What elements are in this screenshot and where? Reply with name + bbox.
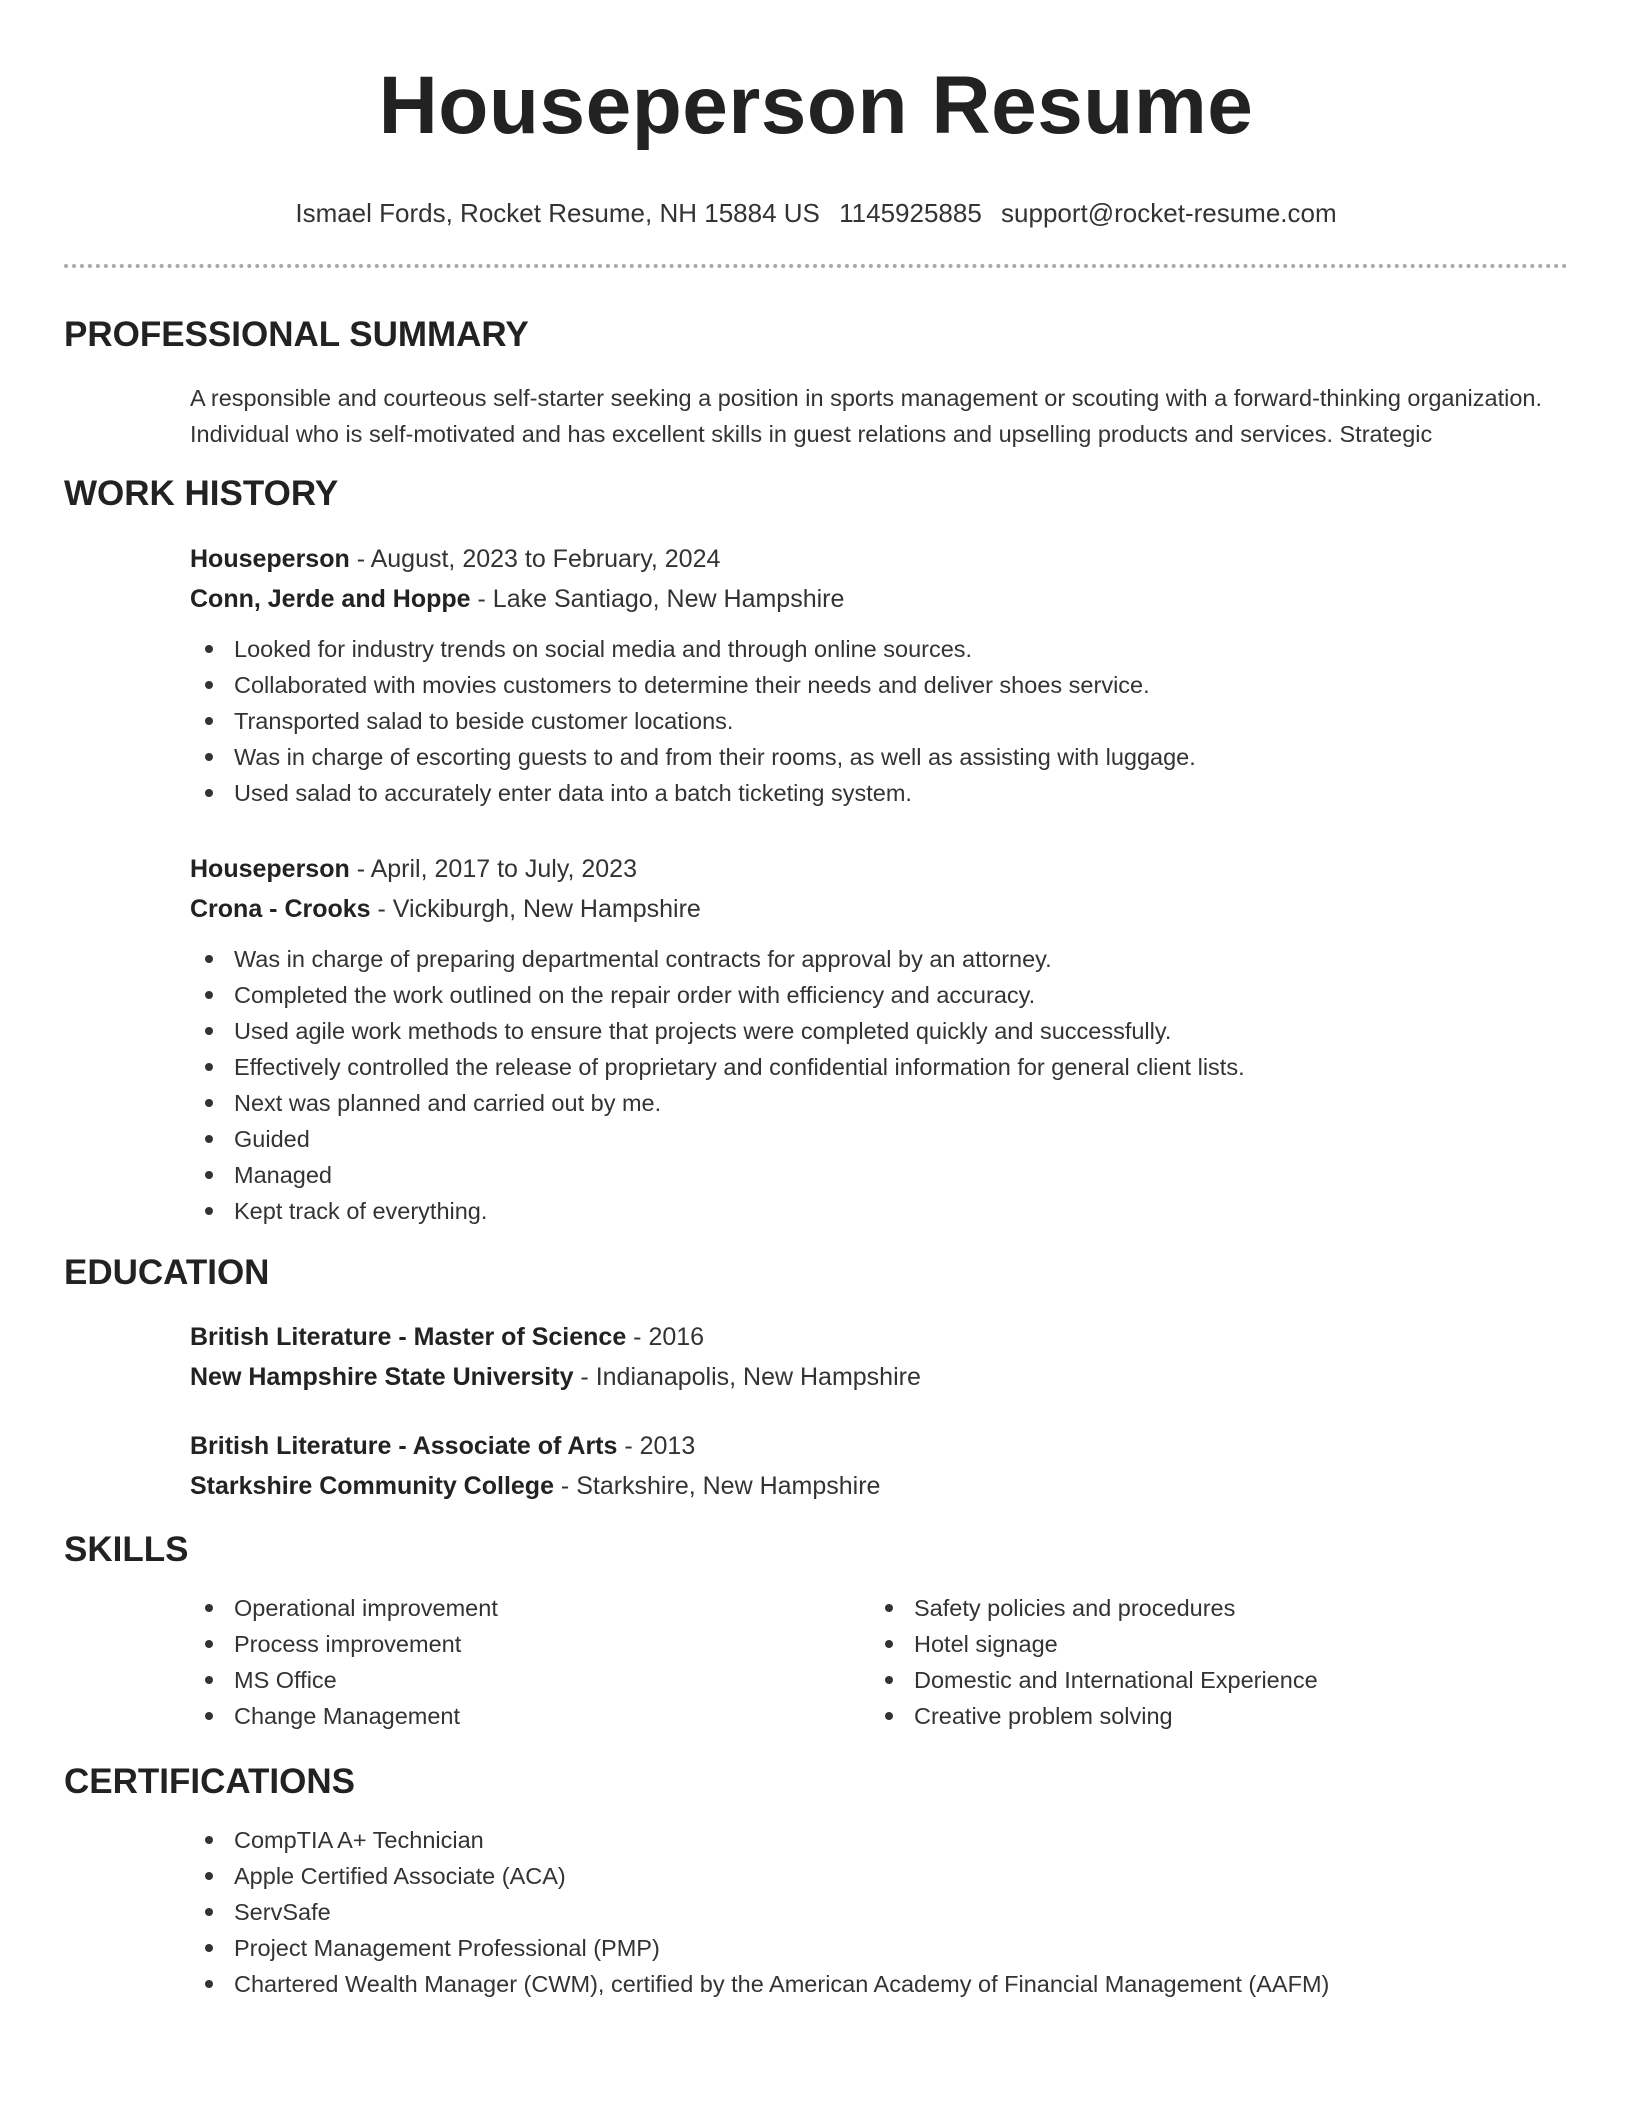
list-item: Looked for industry trends on social media and through online sources. [190,631,1568,667]
list-item: Process improvement [190,1626,870,1662]
job-bullets [190,941,1568,1229]
list-item: CompTIA A+ Technician [190,1822,1568,1858]
job-title-line [190,539,1568,579]
job-company-line [190,889,1568,929]
education-degree-line [190,1426,1568,1466]
list-item: Kept track of everything. [190,1193,1568,1229]
contact-line [64,196,1568,230]
list-item: Next was planned and carried out by me. [190,1085,1568,1121]
job-title-line [190,849,1568,889]
job-title: Houseperson [190,545,350,573]
list-item: Completed the work outlined on the repair order with efficiency and accuracy. [190,977,1568,1013]
education-school: Starkshire Community College [190,1472,554,1500]
header-divider [64,264,1568,268]
list-item: Transported salad to beside customer locations. [190,703,1568,739]
job-company: Conn, Jerde and Hoppe [190,585,471,613]
skills-column-right [870,1590,1550,1734]
education-school-line [190,1357,1568,1397]
education-school-line [190,1466,1568,1506]
summary-heading: PROFESSIONAL SUMMARY [64,315,529,354]
education-year: - 2013 [617,1432,696,1460]
education-degree-line [190,1317,1568,1357]
job-location: - Vickiburgh, New Hampshire [370,895,701,923]
education-heading: EDUCATION [64,1253,270,1292]
list-item: Safety policies and procedures [870,1590,1550,1626]
list-item: Effectively controlled the release of proprietary and confidential information for general client lists. [190,1049,1568,1085]
education-location: - Indianapolis, New Hampshire [573,1363,921,1391]
work-history-heading: WORK HISTORY [64,474,339,513]
job-entry [64,539,1568,811]
list-item: Domestic and International Experience [870,1662,1550,1698]
list-item: Apple Certified Associate (ACA) [190,1858,1568,1894]
education-entry [64,1317,1568,1397]
contact-address: Ismael Fords, Rocket Resume, NH 15884 US [295,198,820,228]
job-bullets [190,631,1568,811]
contact-email: support@rocket-resume.com [1001,198,1337,228]
list-item: Change Management [190,1698,870,1734]
education-entry [64,1426,1568,1506]
certifications-list [64,1822,1568,2002]
job-title: Houseperson [190,855,350,883]
job-company-line [190,579,1568,619]
skills-column-left [190,1590,870,1734]
list-item: Chartered Wealth Manager (CWM), certified by the American Academy of Financial Management (AAFM) [190,1966,1568,2002]
job-dates: - April, 2017 to July, 2023 [349,855,637,883]
summary-text: A responsible and courteous self-starter seeking a position in sports management or scouting with a forward-thinking organization. Individual who is self-motivated and has excellent skills in guest relations and upselling products and services. Strategic [190,385,1542,447]
contact-phone: 1145925885 [839,198,982,228]
list-item: Was in charge of escorting guests to and from their rooms, as well as assisting with luggage. [190,739,1568,775]
list-item: Project Management Professional (PMP) [190,1930,1568,1966]
job-entry [64,849,1568,1229]
list-item: Was in charge of preparing departmental contracts for approval by an attorney. [190,941,1568,977]
job-location: - Lake Santiago, New Hampshire [470,585,845,613]
list-item: Creative problem solving [870,1698,1550,1734]
list-item: Operational improvement [190,1590,870,1626]
list-item: MS Office [190,1662,870,1698]
education-year: - 2016 [626,1323,705,1351]
education-degree: British Literature - Master of Science [190,1323,627,1351]
certifications-heading: CERTIFICATIONS [64,1762,356,1801]
list-item: Guided [190,1121,1568,1157]
job-company: Crona - Crooks [190,895,371,923]
list-item: ServSafe [190,1894,1568,1930]
list-item: Collaborated with movies customers to determine their needs and deliver shoes service. [190,667,1568,703]
skills-grid [64,1590,1568,1734]
page-title: Houseperson Resume [378,60,1254,151]
education-degree: British Literature - Associate of Arts [190,1432,618,1460]
job-dates: - August, 2023 to February, 2024 [349,545,721,573]
list-item: Used agile work methods to ensure that projects were completed quickly and successfully. [190,1013,1568,1049]
list-item: Managed [190,1157,1568,1193]
education-school: New Hampshire State University [190,1363,574,1391]
skills-heading: SKILLS [64,1530,189,1569]
list-item: Hotel signage [870,1626,1550,1662]
list-item: Used salad to accurately enter data into a batch ticketing system. [190,775,1568,811]
education-location: - Starkshire, New Hampshire [553,1472,881,1500]
